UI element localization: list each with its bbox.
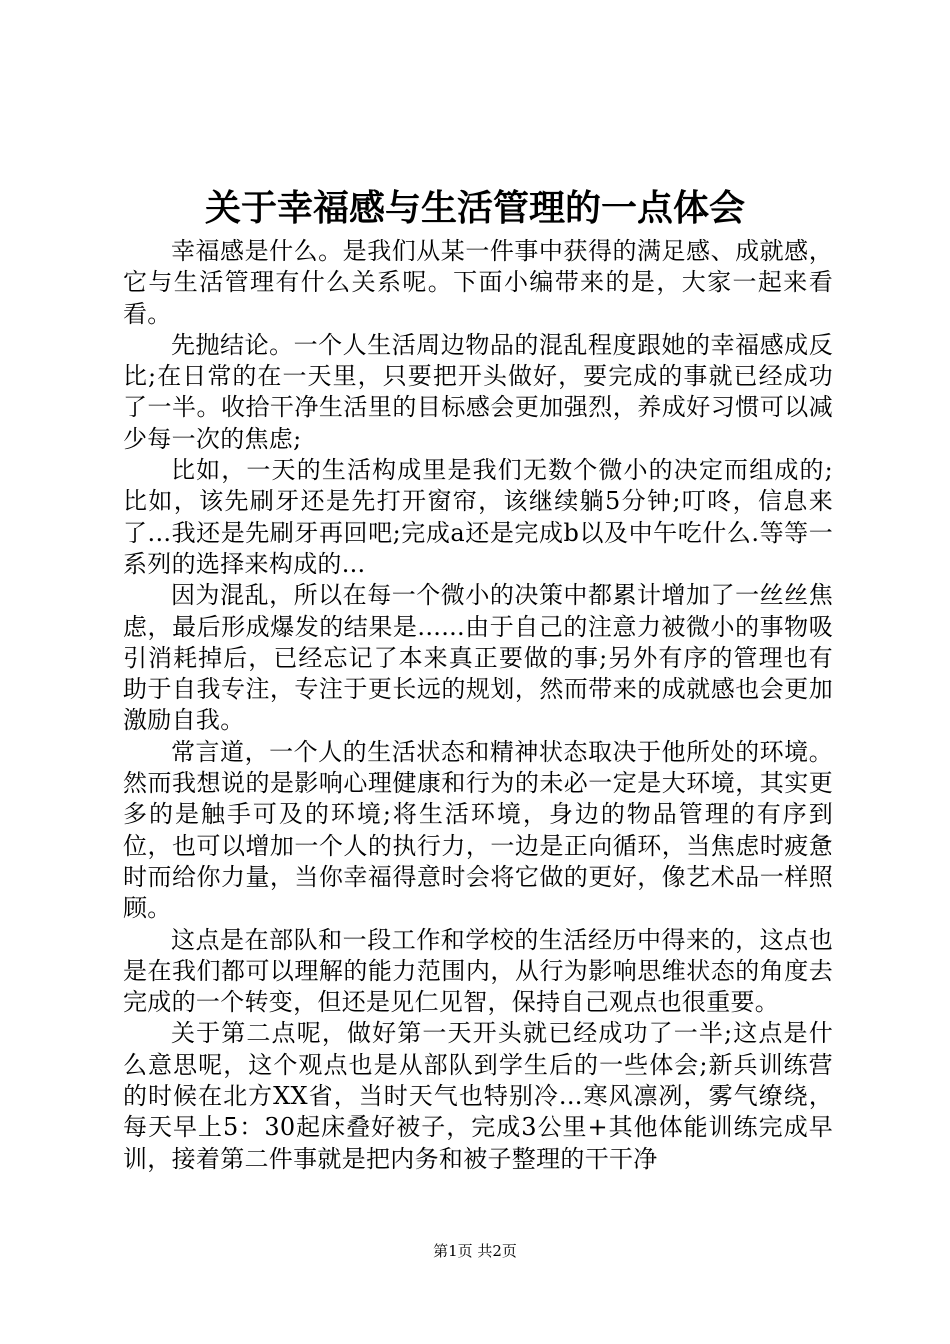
paragraph: 比如，一天的生活构成里是我们无数个微小的决定而组成的;比如，该先刷牙还是先打开窗帘，该继续躺5分钟;叮咚，信息来了...我还是先刷牙再回吧;完成a还是完成b以及中午吃什么.等等一系列的选择来构成的... — [123, 456, 833, 578]
paragraph: 因为混乱，所以在每一个微小的决策中都累计增加了一丝丝焦虑，最后形成爆发的结果是......由于自己的注意力被微小的事物吸引消耗掉后，已经忘记了本来真正要做的事;另外有序的管理也有助于自我专注，专注于更长远的规划，然而带来的成就感也会更加激励自我。 — [123, 581, 833, 735]
paragraph: 这点是在部队和一段工作和学校的生活经历中得来的，这点也是在我们都可以理解的能力范围内，从行为影响思维状态的角度去完成的一个转变，但还是见仁见智，保持自己观点也很重要。 — [123, 925, 833, 1017]
paragraph: 先抛结论。一个人生活周边物品的混乱程度跟她的幸福感成反比;在日常的在一天里，只要把开头做好，要完成的事就已经成功了一半。收拾干净生活里的目标感会更加强烈，养成好习惯可以减少每一次的焦虑; — [123, 330, 833, 453]
document-title: 关于幸福感与生活管理的一点体会 — [204, 188, 745, 229]
document-body — [123, 236, 833, 1175]
page-footer: 第1页 共2页 — [433, 1242, 517, 1260]
paragraph: 关于第二点呢，做好第一天开头就已经成功了一半;这点是什么意思呢，这个观点也是从部队到学生后的一些体会;新兵训练营的时候在北方XX省，当时天气也特别冷...寒风凛冽，雾气缭绕，每天早上5：30起床叠好被子，完成3公里+其他体能训练完成早训，接着第二件事就是把内务和被子整理的干干净 — [123, 1019, 833, 1173]
paragraph: 常言道，一个人的生活状态和精神状态取决于他所处的环境。然而我想说的是影响心理健康和行为的未必一定是大环境，其实更多的是触手可及的环境;将生活环境，身边的物品管理的有序到位，也可以增加一个人的执行力，一边是正向循环，当焦虑时疲惫时而给你力量，当你幸福得意时会将它做的更好，像艺术品一样照顾。 — [123, 737, 833, 923]
paragraph: 幸福感是什么。是我们从某一件事中获得的满足感、成就感，它与生活管理有什么关系呢。下面小编带来的是，大家一起来看看。 — [123, 237, 833, 328]
